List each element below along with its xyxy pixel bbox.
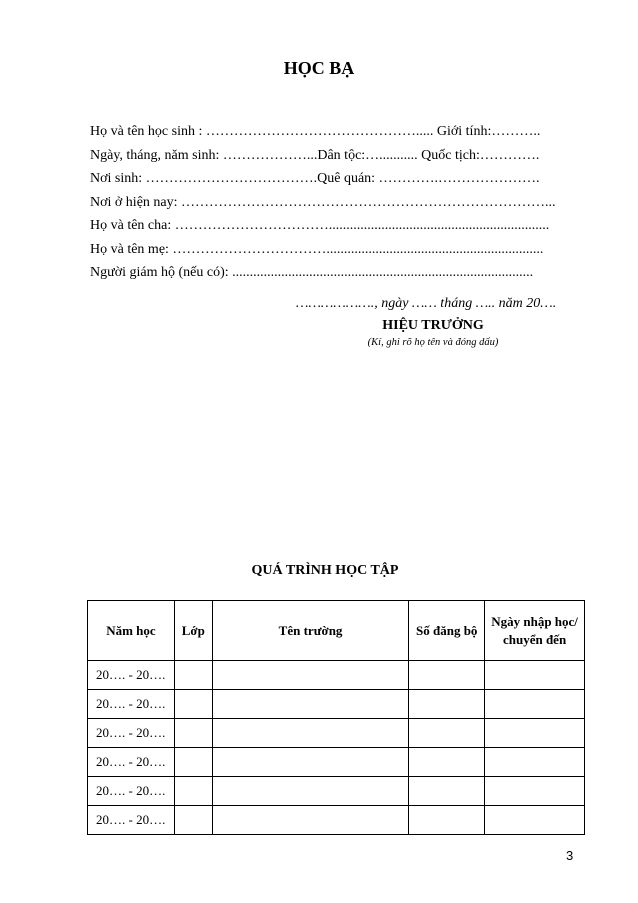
header-enroll-date <box>485 601 585 661</box>
cell-year: 20…. - 20…. <box>88 690 175 719</box>
cell-enroll-date <box>485 806 585 835</box>
cell-enroll-date <box>485 777 585 806</box>
cell-register <box>409 661 485 690</box>
cell-year: 20…. - 20…. <box>88 806 175 835</box>
cell-school <box>212 777 409 806</box>
cell-school <box>212 748 409 777</box>
cell-school <box>212 719 409 748</box>
cell-enroll-date <box>485 719 585 748</box>
table-row <box>88 777 585 806</box>
table-header-row <box>88 601 585 661</box>
cell-register <box>409 806 485 835</box>
signature-title: HIỆU TRƯỞNG <box>382 318 484 333</box>
cell-school <box>212 661 409 690</box>
cell-enroll-date <box>485 661 585 690</box>
table-row <box>88 690 585 719</box>
table-row <box>88 661 585 690</box>
field-father-name: Họ và tên cha: ……………………………............................................................... <box>90 218 550 233</box>
cell-register <box>409 777 485 806</box>
table-row <box>88 719 585 748</box>
section-title: QUÁ TRÌNH HỌC TẬP <box>251 563 399 578</box>
header-class: Lớp <box>174 601 212 661</box>
header-year: Năm học <box>88 601 175 661</box>
student-info-fields <box>90 120 590 285</box>
signature-date-line: ………………., ngày …… tháng ….. năm 20…. <box>296 296 557 311</box>
header-register: Số đăng bộ <box>409 601 485 661</box>
field-birthplace: Nơi sinh: ……………………………….Quê quán: ………….…………………. <box>90 171 540 186</box>
signature-note: (Kí, ghi rõ họ tên và đóng dấu) <box>367 337 499 348</box>
field-current-address: Nơi ở hiện nay: ……………………………………………………………………... <box>90 194 556 210</box>
header-enroll-date-line2: chuyển đến <box>502 631 567 647</box>
cell-class <box>174 748 212 777</box>
table-row <box>88 806 585 835</box>
cell-year: 20…. - 20…. <box>88 777 175 806</box>
cell-school <box>212 806 409 835</box>
field-mother-name: Họ và tên mẹ: …………………………….............................................................. <box>90 241 544 257</box>
cell-class <box>174 806 212 835</box>
cell-year: 20…. - 20…. <box>88 661 175 690</box>
table-row <box>88 748 585 777</box>
page-title: HỌC BẠ <box>283 58 355 78</box>
cell-register <box>409 719 485 748</box>
cell-enroll-date <box>485 748 585 777</box>
cell-class <box>174 777 212 806</box>
cell-enroll-date <box>485 690 585 719</box>
cell-register <box>409 748 485 777</box>
cell-register <box>409 690 485 719</box>
field-student-name: Họ và tên học sinh : ………………………………………..... Giới tính:……….. <box>90 124 541 139</box>
cell-year: 20…. - 20…. <box>88 748 175 777</box>
header-enroll-date-line1: Ngày nhập học/ <box>491 613 578 629</box>
header-school: Tên trường <box>212 601 409 661</box>
cell-class <box>174 719 212 748</box>
page-number: 3 <box>566 848 574 863</box>
field-birth-date: Ngày, tháng, năm sinh: ………………...Dân tộc:…........... Quốc tịch:…………. <box>90 147 540 163</box>
field-guardian: Người giám hộ (nếu có): ...................................................................................... <box>90 265 534 280</box>
cell-school <box>212 690 409 719</box>
study-history-table <box>87 600 585 835</box>
cell-class <box>174 690 212 719</box>
cell-year: 20…. - 20…. <box>88 719 175 748</box>
cell-class <box>174 661 212 690</box>
